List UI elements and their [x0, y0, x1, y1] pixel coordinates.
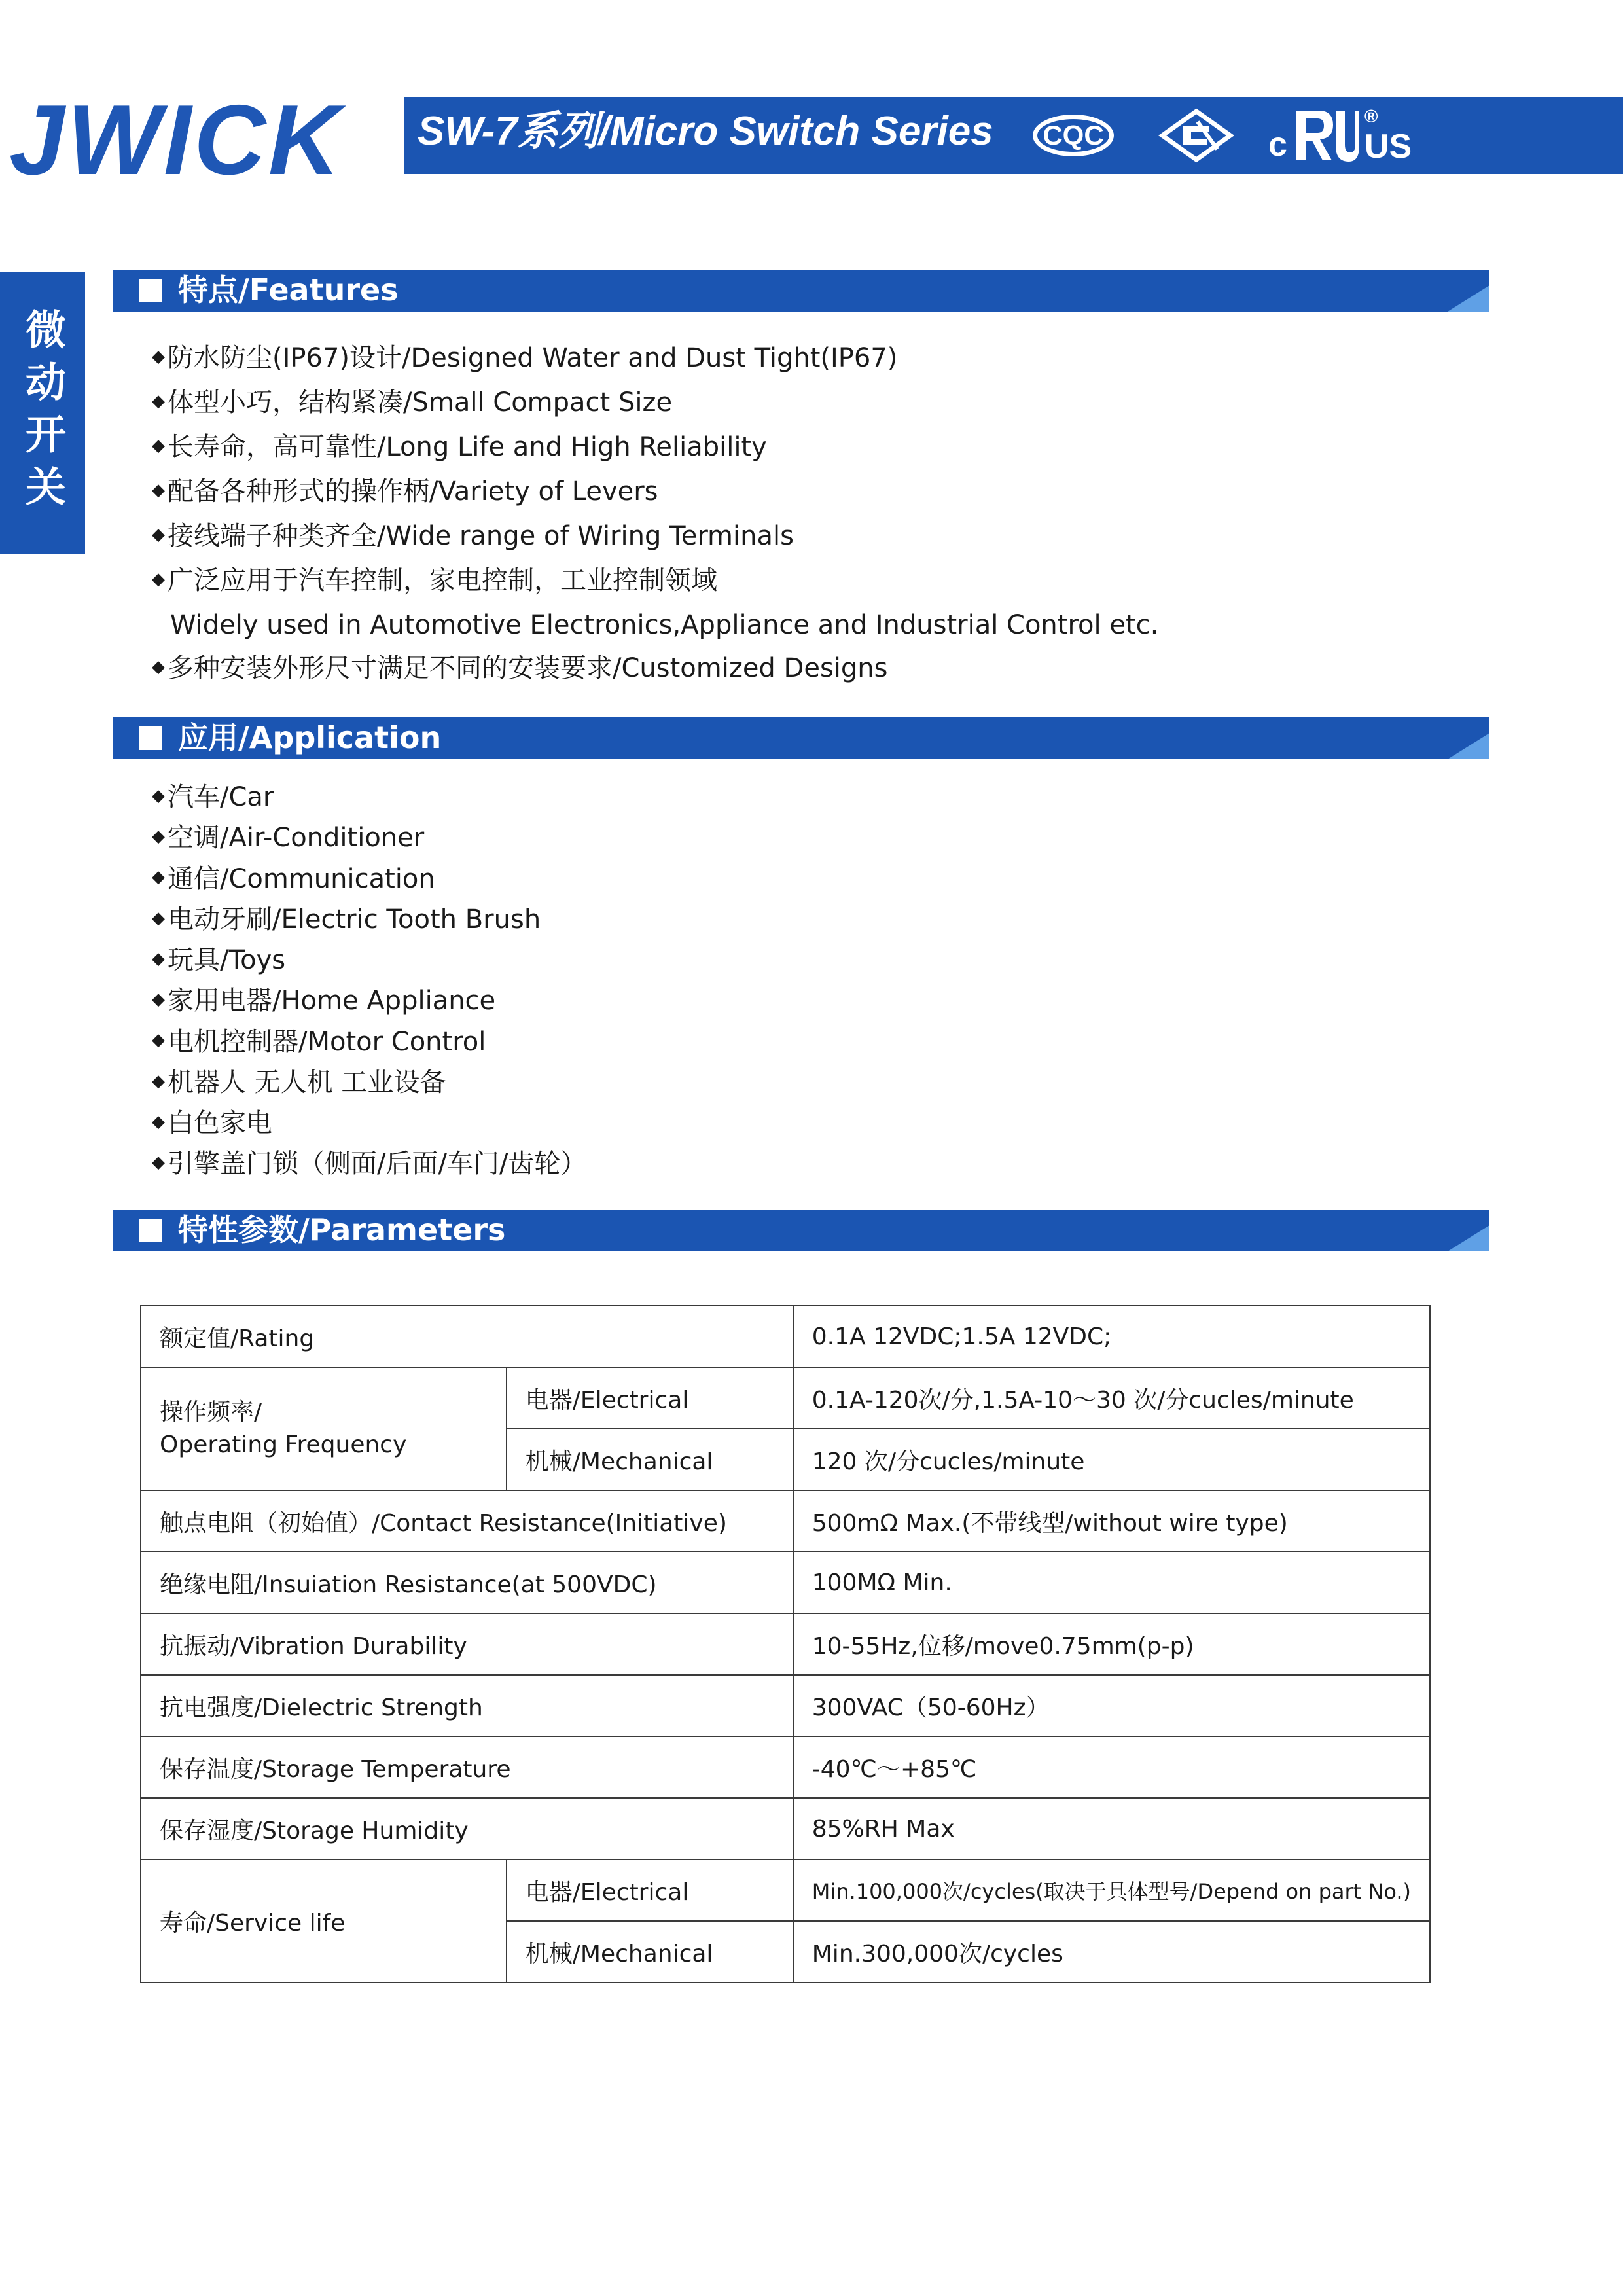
- table-row: [141, 1859, 1430, 1921]
- list-item: ◆ 长寿命，高可靠性/Long Life and High Reliability: [152, 425, 1158, 470]
- cqc-cert-mark: [1033, 97, 1114, 174]
- param-value: 0.1A-120次/分,1.5A-10～30 次/分cucles/minute: [793, 1367, 1430, 1429]
- table-row: [141, 1490, 1430, 1552]
- features-title: 特点/Features: [178, 272, 399, 308]
- param-value: 10-55Hz,位移/move0.75mm(p-p): [793, 1613, 1430, 1675]
- list-item: ◆ 家用电器/Home Appliance: [152, 981, 586, 1022]
- parameters-title: 特性参数/Parameters: [178, 1212, 506, 1247]
- table-row: [141, 1798, 1430, 1859]
- param-sublabel: 电器/Electrical: [507, 1367, 793, 1429]
- param-label: 操作频率/ Operating Frequency: [141, 1367, 507, 1490]
- list-item: ◆ 多种安装外形尺寸满足不同的安装要求/Customized Designs: [152, 647, 1158, 691]
- diamond-bullet-icon: ◆: [152, 525, 165, 545]
- list-item: ◆ 空调/Air-Conditioner: [152, 818, 586, 859]
- cul-cert-mark: [1268, 97, 1412, 174]
- list-item-continuation: Widely used in Automotive Electronics,Appliance and Industrial Control etc.: [170, 610, 1159, 640]
- table-row: [141, 1675, 1430, 1736]
- bar-corner-accent: [1448, 733, 1489, 759]
- table-row: [141, 1613, 1430, 1675]
- list-item: ◆ 接线端子种类齐全/Wide range of Wiring Terminals: [152, 514, 1158, 559]
- param-label: 寿命/Service life: [141, 1859, 507, 1982]
- list-item: ◆ 防水防尘(IP67)设计/Designed Water and Dust Tight(IP67): [152, 336, 1158, 381]
- table-row: [141, 1552, 1430, 1613]
- param-value: Min.300,000次/cycles: [793, 1921, 1430, 1982]
- list-item: ◆ 白色家电: [152, 1103, 586, 1144]
- side-category-tab: [0, 272, 85, 554]
- square-bullet-icon: [139, 279, 162, 302]
- list-item: ◆ 广泛应用于汽车控制，家电控制，工业控制领域: [152, 559, 1158, 603]
- table-row: [141, 1736, 1430, 1798]
- diamond-bullet-icon: ◆: [152, 436, 165, 456]
- diamond-bullet-icon: ◆: [152, 657, 165, 677]
- param-label: 绝缘电阻/Insuiation Resistance(at 500VDC): [141, 1552, 793, 1613]
- param-value: Min.100,000次/cycles(取决于具体型号/Depend on part No.): [793, 1859, 1430, 1921]
- list-item: ◆ 配备各种形式的操作柄/Variety of Levers: [152, 470, 1158, 514]
- param-value: -40℃～+85℃: [793, 1736, 1430, 1798]
- diamond-bullet-icon: ◆: [152, 1071, 165, 1091]
- brand-logo: JWICK: [9, 84, 343, 196]
- param-sublabel: 机械/Mechanical: [507, 1921, 793, 1982]
- diamond-bullet-icon: ◆: [152, 827, 165, 846]
- application-title: 应用/Application: [178, 720, 442, 755]
- table-row: [141, 1367, 1430, 1429]
- bar-corner-accent: [1448, 1225, 1489, 1251]
- cul-us-label: US: [1364, 128, 1412, 166]
- ul-ru-icon: [1290, 105, 1362, 166]
- square-bullet-icon: [139, 1219, 162, 1242]
- param-value: 500mΩ Max.(不带线型/without wire type): [793, 1490, 1430, 1552]
- list-item: ◆ 电动牙刷/Electric Tooth Brush: [152, 900, 586, 941]
- param-label: 保存温度/Storage Temperature: [141, 1736, 793, 1798]
- diamond-bullet-icon: ◆: [152, 908, 165, 928]
- param-value: 0.1A 12VDC;1.5A 12VDC;: [793, 1306, 1430, 1367]
- diamond-bullet-icon: ◆: [152, 785, 165, 806]
- diamond-bullet-icon: ◆: [152, 391, 165, 411]
- series-title: SW-7系列/Micro Switch Series: [418, 109, 993, 154]
- list-item: ◆ 机器人 无人机 工业设备: [152, 1063, 586, 1103]
- diamond-bullet-icon: ◆: [152, 867, 165, 888]
- registered-mark: ®: [1364, 106, 1378, 126]
- parameters-section-bar: [113, 1210, 1489, 1251]
- header-band: [404, 97, 1623, 174]
- diamond-bullet-icon: ◆: [152, 1111, 165, 1132]
- cul-c-label: c: [1268, 126, 1287, 164]
- diamond-bullet-icon: ◆: [152, 480, 165, 500]
- square-bullet-icon: [139, 726, 162, 750]
- features-list: [152, 336, 1158, 691]
- application-section-bar: [113, 717, 1489, 759]
- application-list: [152, 778, 586, 1185]
- param-sublabel: 机械/Mechanical: [507, 1429, 793, 1490]
- param-label: 额定值/Rating: [141, 1306, 793, 1367]
- list-item: ◆ 汽车/Car: [152, 778, 586, 818]
- diamond-bullet-icon: ◆: [152, 569, 165, 589]
- list-item: ◆ 体型小巧，结构紧凑/Small Compact Size: [152, 381, 1158, 425]
- param-value: 120 次/分cucles/minute: [793, 1429, 1430, 1490]
- diamond-bullet-icon: ◆: [152, 1153, 165, 1172]
- param-value: 300VAC（50-60Hz）: [793, 1675, 1430, 1736]
- param-label: 抗电强度/Dielectric Strength: [141, 1675, 793, 1736]
- features-section-bar: [113, 270, 1489, 312]
- list-item: ◆ 电机控制器/Motor Control: [152, 1022, 586, 1063]
- bar-corner-accent: [1448, 285, 1489, 312]
- param-label: 抗振动/Vibration Durability: [141, 1613, 793, 1675]
- list-item: ◆ 通信/Communication: [152, 859, 586, 900]
- list-item: ◆ 玩具/Toys: [152, 941, 586, 981]
- diamond-bullet-icon: ◆: [152, 1030, 165, 1050]
- param-label: 保存湿度/Storage Humidity: [141, 1798, 793, 1859]
- param-label: 触点电阻（初始值）/Contact Resistance(Initiative): [141, 1490, 793, 1552]
- enec-cert-icon: [1157, 97, 1236, 174]
- param-sublabel: 电器/Electrical: [507, 1859, 793, 1921]
- list-item: ◆ 引擎盖门锁（侧面/后面/车门/齿轮）: [152, 1144, 586, 1185]
- parameters-table: [140, 1305, 1431, 1983]
- table-row: [141, 1306, 1430, 1367]
- diamond-bullet-icon: ◆: [152, 347, 165, 367]
- param-value: 85%RH Max: [793, 1798, 1430, 1859]
- diamond-bullet-icon: ◆: [152, 948, 165, 969]
- cqc-label: CQC: [1043, 120, 1104, 151]
- side-category-label: 微动开关: [18, 308, 67, 518]
- param-value: 100MΩ Min.: [793, 1552, 1430, 1613]
- diamond-bullet-icon: ◆: [152, 990, 165, 1009]
